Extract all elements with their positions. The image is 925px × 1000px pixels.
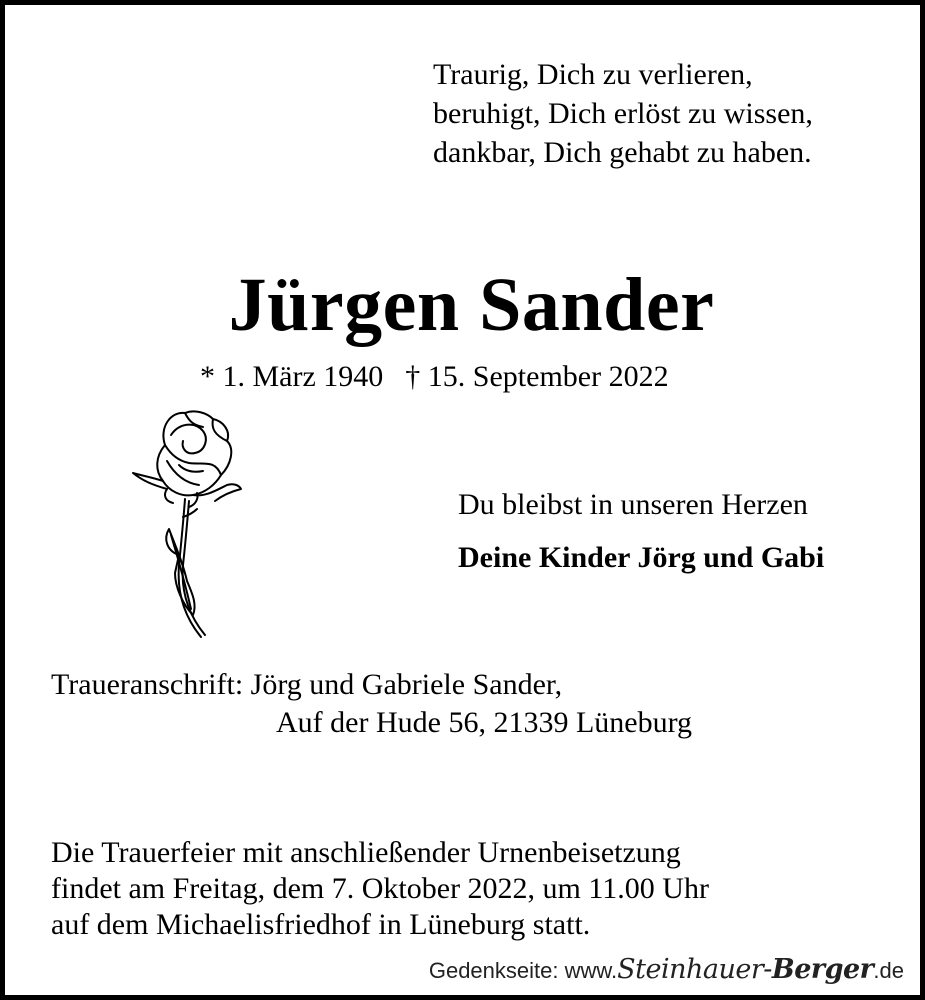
poem-line: beruhigt, Dich erlöst zu wissen, [433,97,813,130]
signature-line: Deine Kinder Jörg und Gabi [458,541,825,574]
footer-prefix: Gedenkseite: www. [428,958,618,983]
birth-date: * 1. März 1940 [200,360,384,393]
funeral-service-info [51,835,709,943]
rose-icon [123,405,253,645]
death-date: † 15. September 2022 [405,360,669,393]
poem-verse [433,55,813,172]
poem-line: Traurig, Dich zu verlieren, [433,58,753,91]
life-dates [200,357,669,397]
farewell-line: Du bleibst in unseren Herzen [458,488,808,521]
brand-name-part1: Steinhauer- [617,954,772,985]
deceased-name: Jürgen Sander [228,263,715,347]
memorial-page-link[interactable] [429,955,904,986]
service-line: Die Trauerfeier mit anschließender Urnenbeisetzung [51,836,681,869]
footer-suffix: .de [873,958,904,983]
address-line: Auf der Hude 56, 21339 Lüneburg [276,706,693,739]
brand-name-part2: Berger [771,954,874,985]
service-line: findet am Freitag, dem 7. Oktober 2022, um 11.00 Uhr [51,872,709,905]
service-line: auf dem Michaelisfriedhof in Lüneburg statt. [51,908,591,941]
poem-line: dankbar, Dich gehabt zu haben. [433,136,812,169]
address-line: Traueranschrift: Jörg und Gabriele Sander, [51,668,563,701]
mourning-address [51,666,692,742]
